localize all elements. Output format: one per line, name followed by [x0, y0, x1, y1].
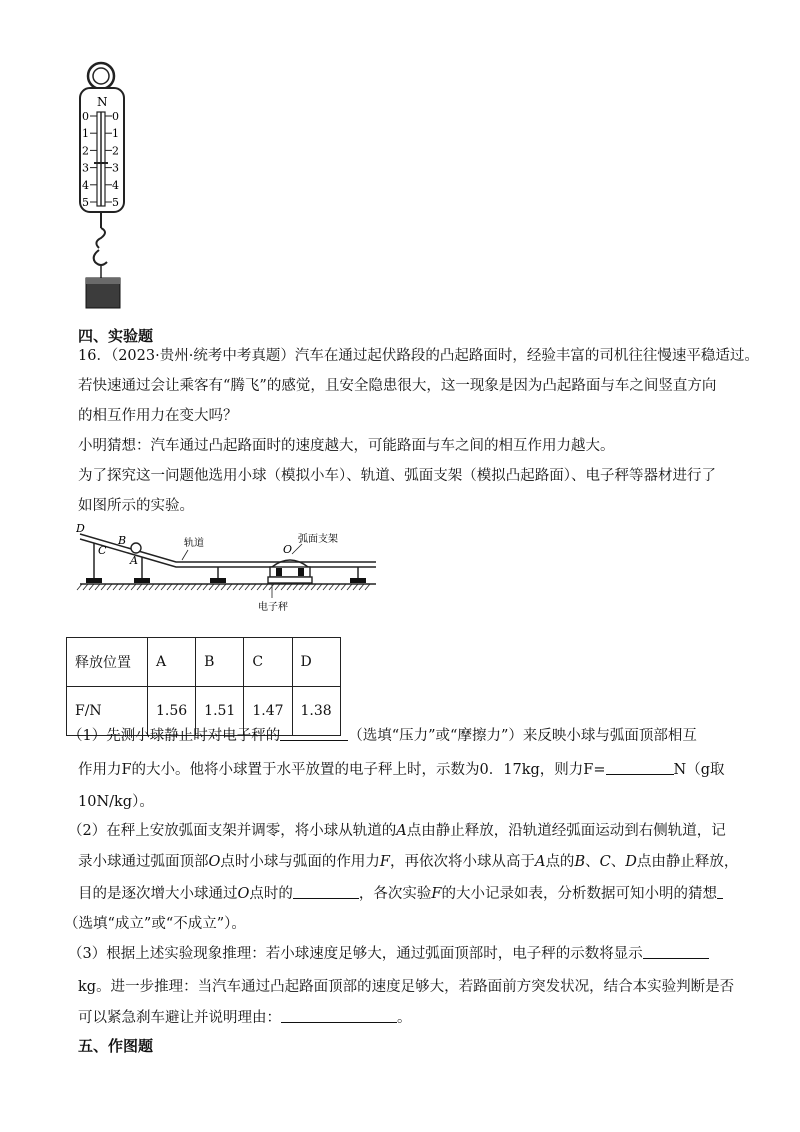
text-span: A — [396, 823, 407, 839]
scale-tick-label: 4 — [112, 178, 119, 192]
ground-hatch — [287, 584, 292, 590]
part3-line2: kg。进一步推理：当汽车通过凸起路面顶部的速度足够大，若路面前方突发状况，结合本实验判断是否 — [78, 979, 735, 995]
q16-line1: 16．（2023·贵州·统考中考真题）汽车在通过起伏路段的凸起路面时，经验丰富的司机往往慢速平稳适过。 — [78, 348, 759, 364]
label-electronic-scale: 电子秤 — [258, 602, 288, 613]
table-cell: 1.47 — [244, 687, 292, 736]
table-row — [67, 638, 341, 687]
part2-line2 — [78, 852, 738, 872]
ground-hatch — [221, 584, 226, 590]
text-span: （3）根据上述实验现象推理：若小球速度足够大，通过弧面顶部时，电子秤的示数将显示 — [68, 946, 643, 962]
table-cell: A — [148, 638, 196, 687]
answer-blank — [606, 760, 674, 775]
text-span: O — [237, 886, 250, 902]
answer-blank — [293, 884, 359, 899]
text-span: 、 — [585, 854, 600, 870]
ground-hatch — [149, 584, 154, 590]
text-span: 点时小球与弧面的作用力 — [220, 854, 380, 870]
ground-hatch — [353, 584, 358, 590]
part2-line1 — [68, 821, 726, 841]
ground-hatch — [317, 584, 322, 590]
ground-hatch — [305, 584, 310, 590]
table-cell: 1.51 — [196, 687, 244, 736]
ground-hatch — [263, 584, 268, 590]
scale-unit: N — [97, 95, 108, 109]
ground-hatch — [365, 584, 370, 590]
text-span: 目的是逐次增大小球通过 — [78, 886, 238, 902]
ground-hatch — [341, 584, 346, 590]
table-cell: D — [292, 638, 340, 687]
text-span: 可以紧急刹车避让并说明理由： — [78, 1010, 281, 1026]
ground-hatch — [293, 584, 298, 590]
ground-hatch — [185, 584, 190, 590]
label-arc-support: 弧面支架 — [298, 534, 338, 545]
ground-hatch — [233, 584, 238, 590]
ground-hatch — [329, 584, 334, 590]
ground-hatch — [335, 584, 340, 590]
scale-tick-label: 5 — [112, 196, 119, 209]
answer-blank — [281, 1008, 397, 1023]
ground-hatch — [95, 584, 100, 590]
label-b: B — [118, 534, 127, 547]
scale-tick-label: 5 — [82, 196, 89, 209]
scale-tick-label: 3 — [112, 161, 119, 175]
ground-hatch — [245, 584, 250, 590]
text-span: （1）先测小球静止时对电子秤的 — [68, 728, 281, 744]
text-span: ，各次实验 — [358, 886, 432, 902]
text-span: 点的 — [545, 854, 575, 870]
spring-scale-figure — [60, 60, 150, 320]
ground-hatch — [83, 584, 88, 590]
ground-hatch — [107, 584, 112, 590]
part3-line3 — [78, 1008, 412, 1028]
text-span: F — [379, 854, 390, 870]
ground-hatch — [281, 584, 286, 590]
ground-hatch — [257, 584, 262, 590]
text-span: A — [534, 854, 546, 870]
label-track: 轨道 — [184, 538, 204, 549]
ground-hatch — [347, 584, 352, 590]
part2-line4: （选填“成立”或“不成立”）。 — [64, 916, 246, 932]
ground-hatch — [359, 584, 364, 590]
part1-line3: 10N/kg）。 — [78, 794, 154, 810]
q16-line6: 如图所示的实验。 — [78, 498, 194, 514]
text-span: C — [599, 854, 611, 870]
text-span: B — [574, 854, 586, 870]
ground-hatch — [227, 584, 232, 590]
label-a: A — [130, 554, 138, 567]
label-d: D — [76, 522, 85, 535]
ground-hatch — [299, 584, 304, 590]
ground-hatch — [197, 584, 202, 590]
ground-hatch — [167, 584, 172, 590]
part2-line3 — [78, 884, 723, 904]
ground-hatch — [215, 584, 220, 590]
text-span: D — [625, 854, 637, 870]
scale-tick-label: 4 — [82, 178, 89, 192]
scale-tick-label: 1 — [82, 127, 89, 141]
table-cell: 1.38 — [292, 687, 340, 736]
q16-line5: 为了探究这一问题他选用小球（模拟小车）、轨道、弧面支架（模拟凸起路面）、电子秤等器材进行了 — [78, 468, 716, 484]
section-title-5: 五、作图题 — [78, 1037, 154, 1055]
ground-hatch — [173, 584, 178, 590]
scale-tick-label: 3 — [82, 161, 89, 175]
table-cell: B — [196, 638, 244, 687]
ground-hatch — [251, 584, 256, 590]
ground-hatch — [143, 584, 148, 590]
table-cell: 1.56 — [148, 687, 196, 736]
ground-hatch — [131, 584, 136, 590]
ground-hatch — [275, 584, 280, 590]
ground-hatch — [89, 584, 94, 590]
data-table — [66, 637, 341, 736]
answer-blank — [280, 726, 348, 741]
answer-blank — [717, 884, 723, 899]
text-span: 点由静止释放， — [636, 854, 739, 870]
ground-hatch — [113, 584, 118, 590]
ground-hatch — [191, 584, 196, 590]
scale-tick-label: 1 — [112, 127, 119, 141]
table-cell: 释放位置 — [67, 638, 148, 687]
scale-tick-label: 2 — [112, 144, 119, 158]
table-cell: F/N — [67, 687, 148, 736]
ground-hatch — [161, 584, 166, 590]
text-span: O — [208, 854, 221, 870]
text-span: N（g取 — [673, 762, 725, 778]
q16-line2: 若快速通过会让乘客有“腾飞”的感觉，且安全隐患很大，这一现象是因为凸起路面与车之间竖直方向 — [78, 378, 717, 394]
text-span: 作用力F的大小。他将小球置于水平放置的电子秤上时，示数为0．17kg，则力F= — [78, 762, 606, 778]
section-title-4: 四、实验题 — [78, 327, 154, 345]
scale-tick-label: 2 — [82, 144, 89, 158]
text-span: （选填“压力”或“摩擦力”）来反映小球与弧面顶部相互 — [348, 728, 697, 744]
ground-hatch — [119, 584, 124, 590]
ground-hatch — [203, 584, 208, 590]
scale-tick-label: 0 — [82, 110, 89, 123]
ground-hatch — [209, 584, 214, 590]
ground-hatch — [179, 584, 184, 590]
text-span: 点时的 — [249, 886, 293, 902]
scale-tick-label: 0 — [112, 110, 119, 123]
q16-line4: 小明猜想：汽车通过凸起路面时的速度越大，可能路面与车之间的相互作用力越大。 — [78, 438, 615, 454]
ground-hatch — [269, 584, 274, 590]
part1-line1 — [68, 726, 697, 746]
text-span: 点由静止释放，沿轨道经弧面运动到右侧轨道，记 — [406, 823, 726, 839]
text-span: F — [431, 886, 442, 902]
text-span: ，再依次将小球从高于 — [389, 854, 535, 870]
ground-hatch — [125, 584, 130, 590]
part3-line1 — [68, 944, 709, 964]
ground-hatch — [239, 584, 244, 590]
q16-line3: 的相互作用力在变大吗？ — [78, 408, 238, 424]
label-o: O — [283, 543, 293, 556]
ground-hatch — [155, 584, 160, 590]
ground-hatch — [137, 584, 142, 590]
text-span: 。 — [397, 1010, 412, 1026]
experiment-figure — [76, 520, 386, 616]
ground-hatch — [323, 584, 328, 590]
text-span: 录小球通过弧面顶部 — [78, 854, 209, 870]
ground-hatch — [77, 584, 82, 590]
table-cell: C — [244, 638, 292, 687]
ground-hatch — [101, 584, 106, 590]
ground-hatch — [311, 584, 316, 590]
label-c: C — [98, 544, 107, 557]
text-span: 的大小记录如表，分析数据可知小明的猜想 — [441, 886, 717, 902]
text-span: （2）在秤上安放弧面支架并调零，将小球从轨道的 — [68, 823, 397, 839]
part1-line2 — [78, 760, 725, 780]
text-span: 、 — [610, 854, 626, 870]
answer-blank — [643, 944, 709, 959]
